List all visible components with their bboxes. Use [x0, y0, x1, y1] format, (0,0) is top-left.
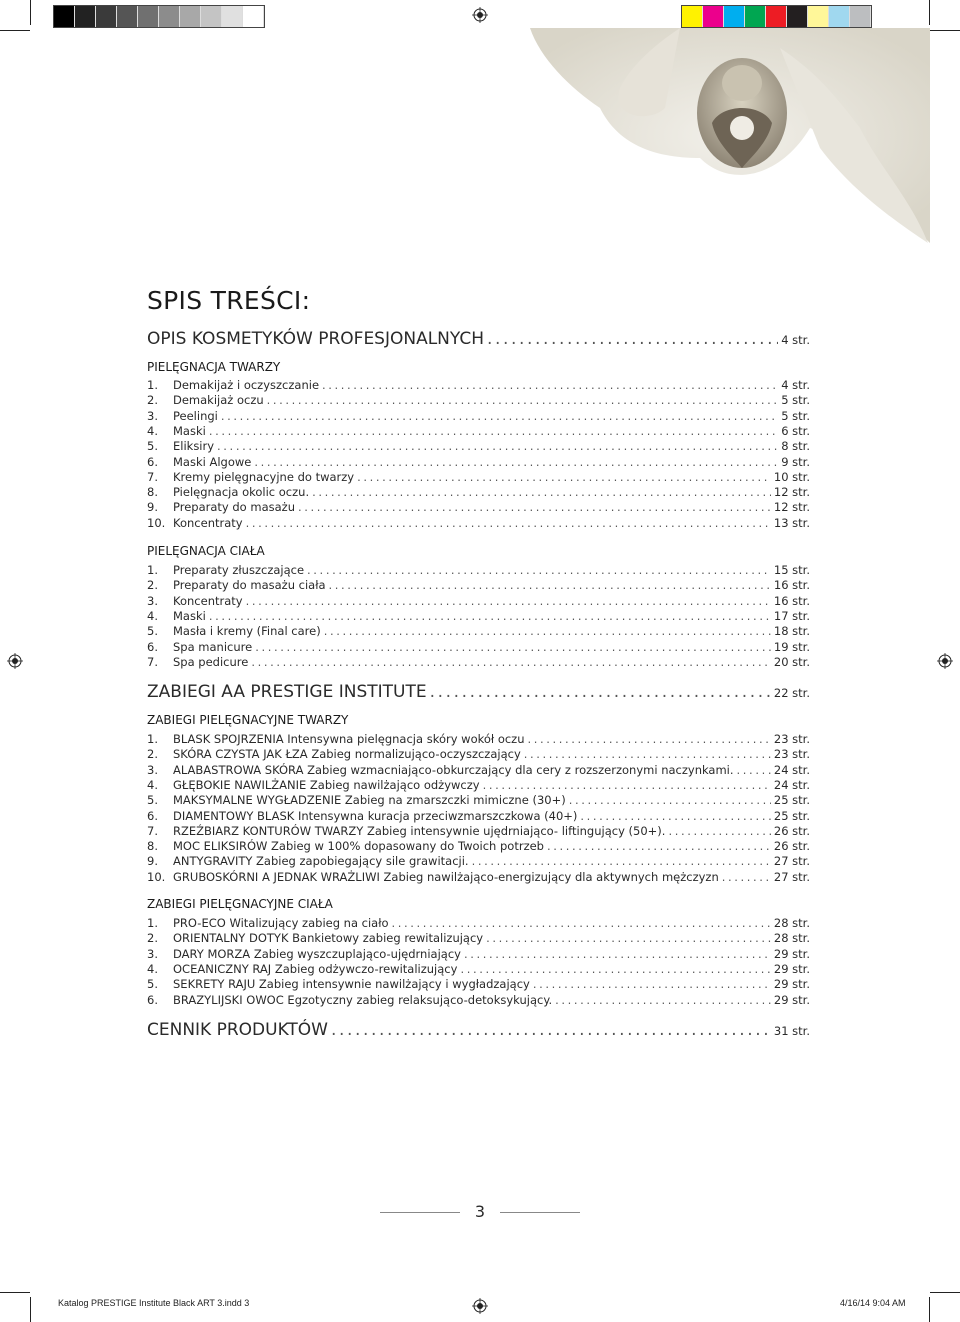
color-swatch: [850, 6, 871, 27]
toc-entry[interactable]: [147, 500, 810, 515]
toc-entry-number: 2.: [147, 747, 158, 762]
toc-entry-number: 9.: [147, 854, 158, 869]
toc-entry[interactable]: [147, 439, 810, 454]
toc-entry-number: 4.: [147, 961, 158, 976]
toc-entry[interactable]: [147, 947, 810, 962]
toc-entry-text: Maski Algowe: [173, 454, 252, 469]
toc-entry-page: 4 str.: [781, 378, 810, 392]
leader-dots: [668, 824, 770, 838]
crop-mark: [0, 30, 30, 31]
toc-entry-text: BRAZYLIJSKI OWOC Egzotyczny zabieg relaksująco-detoksykujący.: [173, 992, 553, 1007]
toc-entry-page: 19 str.: [773, 639, 810, 654]
leader-dots: [524, 747, 771, 761]
toc-entry-page: 25 str.: [773, 793, 810, 808]
toc-entry-text: Eliksiry: [173, 439, 215, 454]
toc-entry-number: 7.: [147, 654, 158, 669]
leader-dots: [460, 962, 770, 976]
leader-dots: [209, 609, 771, 623]
toc-entry-page: 16 str.: [773, 593, 810, 608]
toc-entry-page: 9 str.: [781, 454, 810, 469]
toc-entry[interactable]: [147, 870, 810, 885]
toc-entry-text: ANTYGRAVITY Zabieg zapobiegający sile grawitacji.: [173, 854, 469, 869]
toc-entry[interactable]: [147, 778, 810, 793]
footer-file-name: Katalog PRESTIGE Institute Black ART 3.indd 3: [58, 1298, 250, 1308]
toc-entry-text: Masła i kremy (Final care): [173, 624, 321, 639]
color-swatch: [75, 6, 96, 27]
toc-entry-page: 23 str.: [773, 747, 810, 762]
toc-entry-number: 3.: [147, 946, 158, 961]
toc-entry-page: 12 str.: [773, 485, 810, 500]
toc-entry-text: OCEANICZNY RAJ Zabieg odżywczo-rewitalizujący: [173, 961, 458, 976]
leader-dots: [486, 931, 771, 945]
toc-entry[interactable]: [147, 516, 810, 531]
toc-entry-page: 24 str.: [773, 777, 810, 792]
leader-dots: [312, 485, 771, 499]
toc-entry-text: Demakijaż oczu: [173, 393, 264, 408]
toc-entry-number: 3.: [147, 408, 158, 423]
toc-entry-number: 6.: [147, 808, 158, 823]
orchid-flower-image: [450, 28, 930, 258]
toc-entry[interactable]: [147, 409, 810, 424]
toc-entry-text: SEKRETY RAJU Zabieg intensywnie nawilżający i wygładzający: [173, 977, 530, 992]
toc-entry-text: DARY MORZA Zabieg wyszczuplająco-ujędrniający: [173, 946, 461, 961]
leader-dots: [472, 854, 771, 868]
toc-entry[interactable]: [147, 747, 810, 762]
toc-entry-text: Maski: [173, 423, 206, 438]
toc-entry[interactable]: [147, 624, 810, 639]
toc-entry[interactable]: [147, 609, 810, 624]
toc-entry-page: 13 str.: [773, 515, 810, 530]
toc-entry-text: OPIS KOSMETYKÓW PROFESJONALNYCH: [147, 329, 485, 349]
registration-mark-icon: [7, 653, 23, 669]
color-swatch: [787, 6, 808, 27]
section-heading-cialo: PIELĘGNACJA CIAŁA: [147, 544, 265, 558]
toc-entry-text: Kremy pielęgnacyjne do twarzy: [173, 469, 355, 484]
toc-entry[interactable]: [147, 732, 810, 747]
color-swatch: [159, 6, 180, 27]
toc-entry-page: 17 str.: [773, 608, 810, 623]
leader-dots: [221, 409, 778, 423]
toc-entry-text: MAKSYMALNE WYGŁADZENIE Zabieg na zmarszczki mimiczne (30+): [173, 793, 566, 808]
toc-entry-number: 2.: [147, 578, 158, 593]
color-swatch: [808, 6, 829, 27]
toc-entry-number: 10.: [147, 869, 166, 884]
toc-entry-page: 10 str.: [773, 469, 810, 484]
grayscale-bar: [53, 5, 265, 28]
toc-entry-page: 15 str.: [773, 563, 810, 577]
toc-entry-number: 1.: [147, 378, 158, 392]
toc-entry-text: RZEŹBIARZ KONTURÓW TWARZY Zabieg intensywnie ujędrniająco- liftingujący (50+).: [173, 823, 666, 838]
toc-entry[interactable]: [147, 931, 810, 946]
color-swatch: [180, 6, 201, 27]
leader-dots: [324, 624, 771, 638]
toc-entry-number: 5.: [147, 624, 158, 639]
section-heading-zabiegi-ciala: ZABIEGI PIELĘGNACYJNE CIAŁA: [147, 897, 333, 911]
toc-entry-text: Spa pedicure: [173, 654, 249, 669]
registration-mark-icon: [472, 1298, 488, 1314]
color-swatch: [243, 6, 264, 27]
toc-entry-page: 24 str.: [773, 762, 810, 777]
toc-entry[interactable]: [147, 655, 810, 670]
toc-main-entry-cennik[interactable]: [147, 1020, 810, 1040]
toc-entry[interactable]: [147, 793, 810, 808]
toc-entry-number: 8.: [147, 485, 158, 500]
page-title: SPIS TREŚCI:: [147, 286, 311, 315]
toc-entry-page: 8 str.: [781, 439, 810, 454]
toc-entry-text: ZABIEGI AA PRESTIGE INSTITUTE: [147, 682, 427, 702]
toc-entry-page: 22 str.: [773, 686, 810, 700]
toc-entry[interactable]: [147, 470, 810, 485]
color-swatch: [829, 6, 850, 27]
color-swatch: [724, 6, 745, 27]
toc-entry-number: 8.: [147, 839, 158, 854]
leader-dots: [737, 763, 771, 777]
toc-entry-page: 29 str.: [773, 946, 810, 961]
toc-entry-text: Spa manicure: [173, 639, 253, 654]
toc-entry-page: 26 str.: [773, 839, 810, 854]
toc-entry-number: 6.: [147, 639, 158, 654]
toc-entry-text: Koncentraty: [173, 515, 243, 530]
crop-mark: [30, 0, 31, 25]
toc-entry[interactable]: [147, 594, 810, 609]
toc-entry-number: 3.: [147, 593, 158, 608]
leader-dots: [322, 378, 778, 392]
toc-entry[interactable]: [147, 485, 810, 500]
toc-entry[interactable]: [147, 839, 810, 854]
leader-dots: [569, 793, 771, 807]
toc-entry-text: SKÓRA CZYSTA JAK ŁZA Zabieg normalizująco-oczyszczający: [173, 747, 521, 762]
toc-entry-page: 18 str.: [773, 624, 810, 639]
toc-entry-text: Preparaty do masażu ciała: [173, 578, 326, 593]
toc-entry[interactable]: [147, 993, 810, 1008]
toc-entry-text: Demakijaż i oczyszczanie: [173, 378, 320, 392]
leader-dots: [307, 563, 771, 577]
toc-entry[interactable]: [147, 640, 810, 655]
leader-dots: [298, 500, 771, 514]
toc-entry-number: 3.: [147, 762, 158, 777]
toc-entry-page: 27 str.: [773, 854, 810, 869]
toc-entry-page: 28 str.: [773, 916, 810, 930]
crop-mark: [929, 1297, 930, 1322]
toc-main-entry-opis[interactable]: [147, 329, 810, 349]
leader-dots: [483, 778, 771, 792]
toc-entry-number: 6.: [147, 454, 158, 469]
toc-entry-number: 10.: [147, 515, 166, 530]
leader-dots: [255, 640, 771, 654]
toc-entry-text: Pielęgnacja okolic oczu.: [173, 485, 310, 500]
toc-entry-number: 4.: [147, 777, 158, 792]
leader-dots: [357, 470, 771, 484]
crop-mark: [930, 30, 960, 31]
toc-entry[interactable]: [147, 563, 810, 578]
toc-entry-text: GŁĘBOKIE NAWILŻANIE Zabieg nawilżająco odżywczy: [173, 777, 480, 792]
toc-entry-text: Preparaty do masażu: [173, 500, 295, 515]
toc-entry-text: CENNIK PRODUKTÓW: [147, 1020, 328, 1040]
toc-entry-page: 27 str.: [773, 869, 810, 884]
color-swatch: [222, 6, 243, 27]
color-swatch: [766, 6, 787, 27]
toc-entry-text: ORIENTALNY DOTYK Bankietowy zabieg rewitalizujący: [173, 931, 484, 946]
leader-dots: [430, 682, 771, 702]
crop-mark: [930, 1292, 960, 1293]
toc-entry[interactable]: [147, 393, 810, 408]
toc-entry[interactable]: [147, 977, 810, 992]
toc-entry[interactable]: [147, 824, 810, 839]
toc-entry-page: 5 str.: [781, 393, 810, 408]
toc-entry-page: 6 str.: [781, 423, 810, 438]
toc-entry-number: 9.: [147, 500, 158, 515]
toc-entry-page: 4 str.: [781, 333, 810, 347]
leader-dots: [246, 594, 771, 608]
toc-entry-text: Peelingi: [173, 408, 218, 423]
registration-mark-icon: [937, 653, 953, 669]
toc-main-entry-zabiegi[interactable]: [147, 682, 810, 702]
toc-entry-page: 16 str.: [773, 578, 810, 593]
toc-entry-number: 4.: [147, 608, 158, 623]
toc-entry-page: 28 str.: [773, 931, 810, 946]
section-heading-twarz: PIELĘGNACJA TWARZY: [147, 360, 281, 374]
toc-entry[interactable]: [147, 424, 810, 439]
toc-entry-page: 29 str.: [773, 977, 810, 992]
footer-date: 4/16/14 9:04 AM: [840, 1298, 906, 1308]
leader-dots: [547, 839, 771, 853]
toc-entry-number: 4.: [147, 423, 158, 438]
toc-entry[interactable]: [147, 854, 810, 869]
leader-dots: [464, 947, 771, 961]
leader-dots: [580, 809, 770, 823]
toc-entry[interactable]: [147, 962, 810, 977]
toc-entry-number: 7.: [147, 823, 158, 838]
leader-dots: [528, 732, 771, 746]
toc-entry-number: 2.: [147, 393, 158, 408]
toc-entry[interactable]: [147, 578, 810, 593]
toc-entry-text: MOC ELIKSIRÓW Zabieg w 100% dopasowany do Twoich potrzeb: [173, 839, 544, 854]
leader-dots: [487, 329, 778, 349]
leader-dots: [555, 993, 771, 1007]
toc-entry-number: 1.: [147, 563, 158, 577]
toc-entry-number: 7.: [147, 469, 158, 484]
leader-dots: [217, 439, 778, 453]
color-swatch: [745, 6, 766, 27]
leader-dots: [392, 916, 771, 930]
toc-entry[interactable]: [147, 809, 810, 824]
leader-dots: [254, 455, 778, 469]
leader-dots: [251, 655, 771, 669]
page-number: 3: [474, 1202, 486, 1221]
color-swatch: [117, 6, 138, 27]
toc-entry-page: 12 str.: [773, 500, 810, 515]
leader-dots: [329, 578, 771, 592]
section-heading-zabiegi-twarzy: ZABIEGI PIELĘGNACYJNE TWARZY: [147, 713, 349, 727]
toc-entry-page: 31 str.: [773, 1024, 810, 1038]
toc-entry-text: Koncentraty: [173, 593, 243, 608]
crop-mark: [929, 0, 930, 25]
toc-entry[interactable]: [147, 763, 810, 778]
color-swatch: [703, 6, 724, 27]
toc-entry-number: 1.: [147, 732, 158, 746]
toc-entry-text: BLASK SPOJRZENIA Intensywna pielęgnacja skóry wokół oczu: [173, 732, 525, 746]
toc-entry-page: 20 str.: [773, 654, 810, 669]
toc-entry-page: 26 str.: [773, 823, 810, 838]
toc-entry-page: 23 str.: [773, 732, 810, 746]
toc-entry-text: GRUBOSKÓRNI A JEDNAK WRAŻLIWI Zabieg nawilżająco-energizujący dla aktywnych mężczyzn: [173, 869, 719, 884]
color-swatch: [96, 6, 117, 27]
leader-dots: [246, 516, 771, 530]
color-swatch: [138, 6, 159, 27]
toc-entry-number: 5.: [147, 977, 158, 992]
color-swatch: [682, 6, 703, 27]
toc-entry-page: 25 str.: [773, 808, 810, 823]
toc-entry-text: PRO-ECO Witalizujący zabieg na ciało: [173, 916, 389, 930]
color-bar: [681, 5, 872, 28]
toc-entry-page: 29 str.: [773, 961, 810, 976]
toc-entry[interactable]: [147, 455, 810, 470]
crop-mark: [0, 1292, 30, 1293]
toc-entry-number: 5.: [147, 439, 158, 454]
toc-entry-text: ALABASTROWA SKÓRA Zabieg wzmacniająco-obkurczający dla cery z rozszerzonymi naczynkami.: [173, 762, 734, 777]
toc-entry[interactable]: [147, 916, 810, 931]
toc-entry-page: 5 str.: [781, 408, 810, 423]
leader-dots: [331, 1020, 771, 1040]
crop-mark: [30, 1297, 31, 1322]
toc-entry-number: 6.: [147, 992, 158, 1007]
toc-entry-text: Maski: [173, 608, 206, 623]
toc-entry-text: Preparaty złuszczające: [173, 563, 305, 577]
leader-dots: [533, 977, 771, 991]
toc-entry-number: 2.: [147, 931, 158, 946]
color-swatch: [54, 6, 75, 27]
registration-mark-icon: [472, 7, 488, 23]
toc-entry-number: 5.: [147, 793, 158, 808]
color-swatch: [201, 6, 222, 27]
leader-dots: [209, 424, 778, 438]
leader-dots: [722, 870, 771, 884]
toc-entry-number: 1.: [147, 916, 158, 930]
toc-entry[interactable]: [147, 378, 810, 393]
leader-dots: [267, 393, 779, 407]
toc-entry-page: 29 str.: [773, 992, 810, 1007]
toc-entry-text: DIAMENTOWY BLASK Intensywna kuracja przeciwzmarszczkowa (40+): [173, 808, 578, 823]
